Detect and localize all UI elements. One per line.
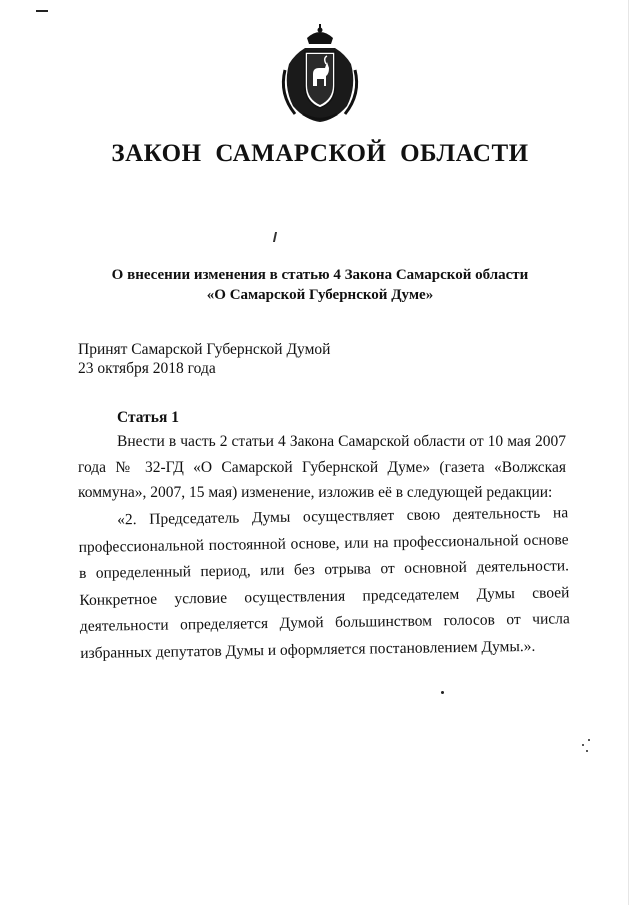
adoption-info bbox=[78, 340, 330, 378]
law-subject-line: «О Самарской Губернской Думе» bbox=[206, 287, 434, 303]
article-intro bbox=[78, 429, 566, 506]
amendment-text bbox=[78, 500, 570, 667]
scan-edge-line bbox=[628, 0, 629, 905]
law-subject bbox=[0, 265, 640, 305]
law-subject-line: О внесении изменения в статью 4 Закона Самарской области bbox=[111, 267, 529, 283]
coat-of-arms-icon bbox=[277, 24, 363, 124]
law-title: ЗАКОН САМАРСКОЙ ОБЛАСТИ bbox=[111, 140, 529, 167]
scan-speck bbox=[588, 739, 590, 741]
amendment-paragraph: «2. Председатель Думы осуществляет свою деятельность на профессиональной постоянной основе, или на профессиональной основе в определенный период, или без отрыва от основной деятельности. Конкретное условие осуществления председателем Думы своей деятельности определяется Думой большинством голосов от числа избранных депутатов Думы и оформляется постановлением Думы.». bbox=[78, 504, 570, 662]
scan-speck bbox=[586, 750, 588, 752]
scan-speck bbox=[582, 744, 584, 746]
adoption-body: Принят Самарской Губернской Думой bbox=[78, 341, 331, 358]
scan-speck bbox=[441, 691, 444, 694]
article-heading: Статья 1 bbox=[117, 409, 179, 426]
article-intro-paragraph: Внести в часть 2 статьи 4 Закона Самарской области от 10 мая 2007 года № 32-ГД «О Самарской Губернской Думе» (газета «Волжская коммуна», 2007, 15 мая) изменение, изложив её в следующей редакции: bbox=[78, 433, 566, 501]
adoption-date: 23 октября 2018 года bbox=[78, 360, 216, 377]
scan-tick-mark bbox=[273, 232, 277, 242]
scan-dash-mark bbox=[36, 10, 48, 12]
